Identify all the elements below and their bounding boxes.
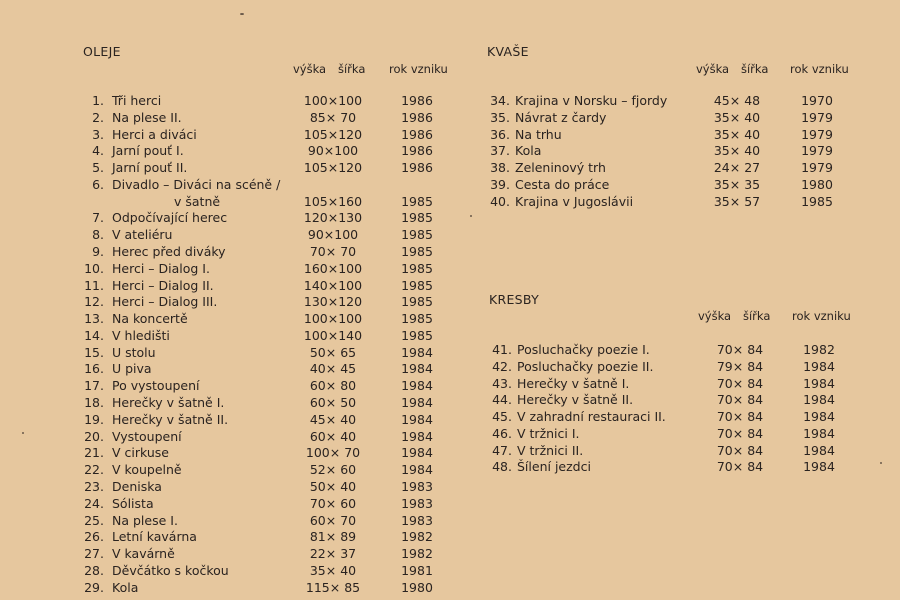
- kresby-item-dimensions: 70× 84: [716, 425, 764, 441]
- oleje-item-number: 16.: [84, 361, 104, 377]
- oleje-item-dimensions: 90×100: [307, 143, 359, 159]
- oleje-item-year: 1983: [401, 495, 433, 511]
- kvase-item-year: 1985: [801, 193, 833, 209]
- oleje-item-number: 6.: [92, 176, 104, 192]
- oleje-item-dimensions: 60× 50: [309, 395, 357, 411]
- kresby-item-number: 44.: [492, 392, 512, 408]
- kvase-item-number: 38.: [490, 160, 510, 176]
- oleje-item-dimensions: 105×120: [303, 160, 363, 176]
- oleje-item-dimensions: 40× 45: [309, 361, 357, 377]
- oleje-item-year: 1986: [401, 160, 433, 176]
- oleje-item-dimensions: 50× 65: [309, 344, 357, 360]
- oleje-item-dimensions: 100×100: [303, 311, 363, 327]
- oleje-item-dimensions: 100×100: [303, 93, 363, 108]
- kvase-item: [0, 177, 900, 194]
- oleje-header-width: šířka: [338, 62, 366, 76]
- kresby-item-title: Posluchačky poezie I.: [517, 342, 650, 357]
- kresby-item-title: V tržnici II.: [517, 442, 584, 458]
- kresby-item-dimensions: 70× 84: [716, 459, 764, 475]
- kresby-item-title: Šílení jezdci: [517, 459, 591, 475]
- oleje-item: [0, 210, 900, 227]
- kresby-item-dimensions: 70× 84: [716, 442, 764, 458]
- oleje-item-title: Tři herci: [112, 93, 162, 108]
- oleje-item-year: 1984: [401, 462, 433, 478]
- kresby-item-title: Herečky v šatně II.: [517, 392, 634, 408]
- kvase-item-year: 1979: [801, 109, 833, 125]
- kvase-item: [0, 160, 900, 177]
- kresby-item-number: 43.: [492, 375, 512, 391]
- oleje-item-number: 25.: [84, 512, 104, 528]
- kresby-item: [0, 342, 900, 359]
- kvase-item-dimensions: 35× 35: [713, 176, 761, 192]
- oleje-item-year: 1984: [401, 378, 433, 394]
- kvase-item-number: 36.: [490, 126, 510, 142]
- kvase-item-dimensions: 35× 57: [713, 193, 761, 209]
- kvase-item: [0, 143, 900, 160]
- oleje-item: [0, 580, 900, 597]
- kvase-item-title: Návrat z čardy: [515, 109, 607, 125]
- oleje-item-number: 9.: [92, 244, 104, 260]
- oleje-item-year: 1985: [401, 260, 433, 276]
- oleje-item-title: Na koncertě: [112, 311, 188, 327]
- oleje-item-title: Kola: [112, 579, 139, 595]
- oleje-item-year: 1980: [401, 579, 433, 595]
- kvase-item-title: Cesta do práce: [515, 176, 610, 192]
- kresby-item-number: 46.: [492, 425, 512, 441]
- section-title-oleje: OLEJE: [83, 44, 121, 59]
- oleje-item-title: Jarní pouť I.: [112, 143, 184, 159]
- oleje-item-year: 1985: [401, 277, 433, 293]
- oleje-item-title: Odpočívající herec: [112, 210, 228, 226]
- oleje-item-year: 1986: [401, 109, 433, 125]
- oleje-item-number: 13.: [84, 311, 104, 327]
- section-title-kvase: KVAŠE: [487, 44, 529, 59]
- oleje-item-year: 1984: [401, 361, 433, 377]
- kvase-item-title: Kola: [515, 143, 542, 159]
- kresby-item: [0, 426, 900, 443]
- oleje-item: [0, 546, 900, 563]
- oleje-item-title: Herci – Dialog III.: [112, 294, 218, 310]
- kresby-item-year: 1984: [803, 409, 835, 425]
- oleje-item-year: 1985: [401, 311, 433, 327]
- oleje-item-year: 1986: [401, 143, 433, 159]
- oleje-item-year: 1982: [401, 529, 433, 545]
- oleje-item-number: 1.: [92, 93, 104, 108]
- oleje-item-dimensions: 70× 70: [309, 244, 357, 260]
- oleje-item-year: 1985: [401, 227, 433, 243]
- oleje-item: [0, 496, 900, 513]
- kresby-item: [0, 376, 900, 393]
- kvase-item-title: Krajina v Norsku – fjordy: [515, 93, 668, 108]
- kvase-item-number: 40.: [490, 193, 510, 209]
- oleje-item-title: Po vystoupení: [112, 378, 200, 394]
- kvase-item-year: 1979: [801, 126, 833, 142]
- oleje-item-dimensions: 70× 60: [309, 495, 357, 511]
- oleje-item-dimensions: 100× 70: [305, 445, 361, 461]
- paper-speck: [240, 13, 244, 15]
- oleje-item-number: 27.: [84, 546, 104, 562]
- kresby-item-year: 1984: [803, 358, 835, 374]
- kvase-item-number: 39.: [490, 176, 510, 192]
- kresby-item-number: 48.: [492, 459, 512, 475]
- kresby-header-year: rok vzniku: [792, 309, 851, 323]
- oleje-item-title: Herec před diváky: [112, 244, 226, 260]
- oleje-item-dimensions: 60× 70: [309, 512, 357, 528]
- oleje-item-year: 1984: [401, 395, 433, 411]
- kresby-item: [0, 459, 900, 476]
- kresby-item-title: V zahradní restauraci II.: [517, 409, 666, 425]
- oleje-item-year: 1983: [401, 478, 433, 494]
- oleje-item-dimensions: 140×100: [303, 277, 363, 293]
- oleje-item-year: 1985: [401, 244, 433, 260]
- oleje-item-title: Herci – Dialog II.: [112, 277, 214, 293]
- oleje-item-dimensions: 115× 85: [305, 579, 361, 595]
- kvase-item-number: 35.: [490, 109, 510, 125]
- kresby-item-year: 1984: [803, 459, 835, 475]
- oleje-header-height: výška: [293, 62, 327, 76]
- kresby-item-title: Herečky v šatně I.: [517, 375, 630, 391]
- kresby-item-dimensions: 70× 84: [716, 375, 764, 391]
- kresby-item-year: 1984: [803, 392, 835, 408]
- oleje-item-dimensions: 105×160: [303, 193, 363, 209]
- oleje-item-title: Na plese II.: [112, 109, 182, 125]
- kvase-item-number: 37.: [490, 143, 510, 159]
- oleje-item-dimensions: 60× 80: [309, 378, 357, 394]
- oleje-item-number: 17.: [84, 378, 104, 394]
- oleje-item-title: Na plese I.: [112, 512, 178, 528]
- oleje-item-number: 3.: [92, 126, 104, 142]
- oleje-item-year: 1984: [401, 344, 433, 360]
- kvase-item-year: 1980: [801, 176, 833, 192]
- oleje-item-title: V ateliéru: [112, 227, 173, 243]
- kresby-item-year: 1982: [803, 342, 835, 357]
- oleje-item-number: 21.: [84, 445, 104, 461]
- oleje-item-title: U piva: [112, 361, 152, 377]
- oleje-item-number: 4.: [92, 143, 104, 159]
- oleje-item-year: 1985: [401, 193, 433, 209]
- oleje-item-dimensions: 81× 89: [309, 529, 357, 545]
- kresby-item-number: 42.: [492, 358, 512, 374]
- oleje-item-number: 18.: [84, 395, 104, 411]
- oleje-item-number: 28.: [84, 562, 104, 578]
- oleje-item-title: Herci – Dialog I.: [112, 260, 210, 276]
- oleje-item-number: 15.: [84, 344, 104, 360]
- oleje-item: [0, 513, 900, 530]
- oleje-item-dimensions: 60× 40: [309, 428, 357, 444]
- oleje-item-number: 29.: [84, 579, 104, 595]
- paper-speck: [22, 432, 24, 434]
- oleje-item-number: 8.: [92, 227, 104, 243]
- oleje-item-number: 5.: [92, 160, 104, 176]
- kvase-header-width: šířka: [741, 62, 769, 76]
- oleje-item: [0, 563, 900, 580]
- kresby-item: [0, 443, 900, 460]
- kvase-item-number: 34.: [490, 93, 510, 108]
- kresby-item-year: 1984: [803, 425, 835, 441]
- oleje-item-number: 2.: [92, 109, 104, 125]
- oleje-item-number: 10.: [84, 260, 104, 276]
- oleje-item-dimensions: 90×100: [307, 227, 359, 243]
- oleje-item: [0, 278, 900, 295]
- oleje-item-title: Herečky v šatně II.: [112, 411, 229, 427]
- kvase-item-title: Na trhu: [515, 126, 562, 142]
- kvase-item-year: 1970: [801, 93, 833, 108]
- kresby-item: [0, 392, 900, 409]
- kvase-item-title: Zeleninový trh: [515, 160, 606, 176]
- kresby-item-title: V tržnici I.: [517, 425, 580, 441]
- oleje-item-title: Děvčátko s kočkou: [112, 562, 229, 578]
- oleje-item-dimensions: 52× 60: [309, 462, 357, 478]
- oleje-item-number: 12.: [84, 294, 104, 310]
- oleje-item-title: Divadlo – Diváci na scéně /: [112, 176, 281, 192]
- oleje-item-title: Jarní pouť II.: [112, 160, 188, 176]
- oleje-item-year: 1985: [401, 210, 433, 226]
- kvase-item-dimensions: 35× 40: [713, 109, 761, 125]
- kresby-header-height: výška: [698, 309, 732, 323]
- oleje-item-title: U stolu: [112, 344, 156, 360]
- oleje-item-dimensions: 105×120: [303, 126, 363, 142]
- oleje-item-title: V cirkuse: [112, 445, 169, 461]
- oleje-item-dimensions: 85× 70: [309, 109, 357, 125]
- oleje-item: [0, 227, 900, 244]
- oleje-item-number: 20.: [84, 428, 104, 444]
- oleje-item-number: 7.: [92, 210, 104, 226]
- kresby-item-year: 1984: [803, 442, 835, 458]
- oleje-item-year: 1984: [401, 428, 433, 444]
- oleje-item-year: 1985: [401, 327, 433, 343]
- oleje-item-title: Vystoupení: [112, 428, 182, 444]
- oleje-item: [0, 529, 900, 546]
- oleje-item-number: 24.: [84, 495, 104, 511]
- kresby-item: [0, 409, 900, 426]
- kresby-item-number: 41.: [492, 342, 512, 357]
- oleje-item-title: V kavárně: [112, 546, 175, 562]
- oleje-item-year: 1983: [401, 512, 433, 528]
- kresby-item: [0, 359, 900, 376]
- oleje-header-year: rok vzniku: [389, 62, 448, 76]
- oleje-item-title: V hledišti: [112, 327, 170, 343]
- oleje-item-year: 1986: [401, 93, 433, 108]
- oleje-item-dimensions: 160×100: [303, 260, 363, 276]
- kresby-item-dimensions: 79× 84: [716, 358, 764, 374]
- oleje-item-title: Herci a diváci: [112, 126, 197, 142]
- oleje-item-dimensions: 22× 37: [309, 546, 357, 562]
- oleje-item-year: 1985: [401, 294, 433, 310]
- oleje-item-year: 1982: [401, 546, 433, 562]
- oleje-item-number: 23.: [84, 478, 104, 494]
- kresby-item-title: Posluchačky poezie II.: [517, 358, 654, 374]
- oleje-item-title: Deniska: [112, 478, 162, 494]
- oleje-item-number: 22.: [84, 462, 104, 478]
- kvase-item-dimensions: 24× 27: [713, 160, 761, 176]
- kresby-item-dimensions: 70× 84: [716, 342, 764, 357]
- oleje-item: [0, 261, 900, 278]
- section-title-kresby: KRESBY: [489, 292, 540, 307]
- oleje-item-dimensions: 45× 40: [309, 411, 357, 427]
- oleje-item-number: 26.: [84, 529, 104, 545]
- oleje-item-year: 1984: [401, 445, 433, 461]
- kresby-item-year: 1984: [803, 375, 835, 391]
- paper-speck: [470, 215, 472, 217]
- kvase-item-dimensions: 35× 40: [713, 126, 761, 142]
- kvase-header-year: rok vzniku: [790, 62, 849, 76]
- oleje-item-title: v šatně: [174, 193, 221, 209]
- kresby-header-width: šířka: [743, 309, 771, 323]
- oleje-item: [0, 244, 900, 261]
- kvase-item-year: 1979: [801, 160, 833, 176]
- kvase-header-height: výška: [696, 62, 730, 76]
- oleje-item-number: 14.: [84, 327, 104, 343]
- kvase-item: [0, 93, 900, 110]
- oleje-item: [0, 479, 900, 496]
- kresby-item-dimensions: 70× 84: [716, 409, 764, 425]
- kresby-item-dimensions: 70× 84: [716, 392, 764, 408]
- kvase-item-dimensions: 45× 48: [713, 93, 761, 108]
- oleje-item-year: 1981: [401, 562, 433, 578]
- oleje-item-title: Sólista: [112, 495, 154, 511]
- oleje-item-dimensions: 130×120: [303, 294, 363, 310]
- kvase-item-year: 1979: [801, 143, 833, 159]
- oleje-item-dimensions: 50× 40: [309, 478, 357, 494]
- kresby-item-number: 45.: [492, 409, 512, 425]
- oleje-item-number: 11.: [84, 277, 104, 293]
- oleje-item-year: 1986: [401, 126, 433, 142]
- kresby-item-number: 47.: [492, 442, 512, 458]
- kvase-item: [0, 110, 900, 127]
- oleje-item-dimensions: 100×140: [303, 327, 363, 343]
- kvase-item-title: Krajina v Jugoslávii: [515, 193, 634, 209]
- oleje-item-title: Letní kavárna: [112, 529, 197, 545]
- oleje-item-title: V koupelně: [112, 462, 182, 478]
- oleje-item-number: 19.: [84, 411, 104, 427]
- oleje-item-title: Herečky v šatně I.: [112, 395, 225, 411]
- kvase-item-dimensions: 35× 40: [713, 143, 761, 159]
- oleje-item-dimensions: 120×130: [303, 210, 363, 226]
- oleje-item-year: 1984: [401, 411, 433, 427]
- kvase-item: [0, 127, 900, 144]
- oleje-item-dimensions: 35× 40: [309, 562, 357, 578]
- kvase-item: [0, 194, 900, 211]
- paper-speck: [880, 462, 882, 464]
